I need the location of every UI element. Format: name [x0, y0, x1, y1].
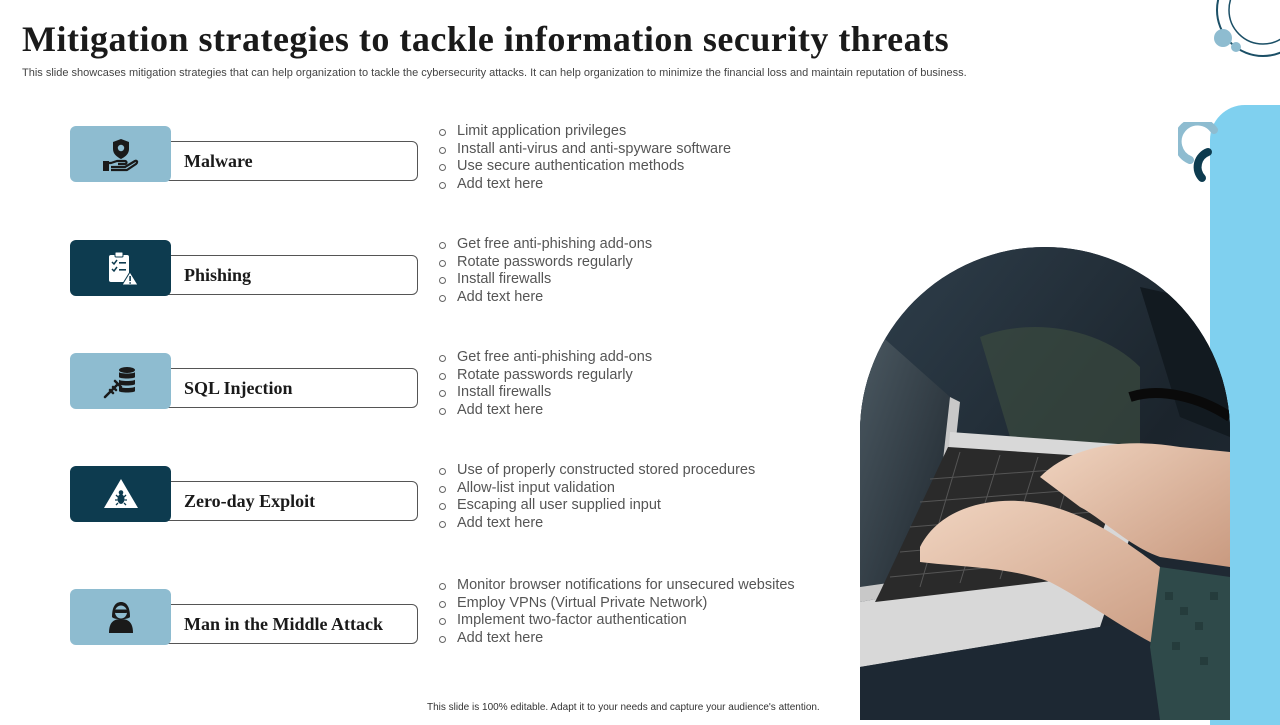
- bullet-item: Get free anti-phishing add-ons: [438, 236, 798, 254]
- warning-bug-icon: [101, 474, 141, 514]
- bullet-item: Add text here: [438, 289, 798, 307]
- page-subtitle: This slide showcases mitigation strategies that can help organization to tackle the cybersecurity attacks. It can help organization to minimize the financial loss and maintain reputation of business.: [22, 67, 967, 79]
- threat-row-zero-day-exploit: [70, 466, 420, 522]
- icon-tile: [70, 126, 171, 182]
- laptop-typing-photo: [860, 247, 1230, 720]
- bullet-item: Employ VPNs (Virtual Private Network): [438, 595, 798, 613]
- icon-tile: [70, 353, 171, 409]
- hacker-icon: [101, 597, 141, 637]
- bullet-item: Install anti-virus and anti-spyware software: [438, 141, 798, 159]
- icon-tile: [70, 240, 171, 296]
- bullet-item: Rotate passwords regularly: [438, 367, 798, 385]
- footer-note: This slide is 100% editable. Adapt it to your needs and capture your audience's attention.: [427, 702, 820, 713]
- bullet-item: Install firewalls: [438, 384, 798, 402]
- threat-label: SQL Injection: [184, 378, 293, 398]
- bullet-list-zero-day-exploit: [438, 462, 798, 532]
- page-title: Mitigation strategies to tackle information security threats: [22, 19, 950, 59]
- decorative-circles: [1205, 0, 1280, 65]
- bullet-item: Use secure authentication methods: [438, 158, 798, 176]
- icon-tile: [70, 466, 171, 522]
- bullet-item: Add text here: [438, 176, 798, 194]
- bullet-item: Get free anti-phishing add-ons: [438, 349, 798, 367]
- threat-label: Zero-day Exploit: [184, 491, 316, 511]
- shield-hand-icon: [101, 134, 141, 174]
- threat-row-sql-injection: [70, 353, 420, 409]
- ring-logo-icon: [1178, 122, 1232, 184]
- label-box: [140, 141, 418, 181]
- laptop-illustration: [860, 247, 1230, 720]
- bullet-list-malware: [438, 123, 798, 193]
- threat-row-malware: [70, 126, 420, 182]
- bullet-item: Add text here: [438, 515, 798, 533]
- bullet-item: Install firewalls: [438, 271, 798, 289]
- bullet-list-man-in-the-middle: [438, 577, 798, 647]
- icon-tile: [70, 589, 171, 645]
- threat-label: Man in the Middle Attack: [184, 614, 384, 634]
- bullet-item: Add text here: [438, 630, 798, 648]
- bullet-item: Implement two-factor authentication: [438, 612, 798, 630]
- database-syringe-icon: [101, 361, 141, 401]
- threat-label: Phishing: [184, 265, 252, 285]
- threat-row-man-in-the-middle: [70, 589, 420, 645]
- label-box: [140, 255, 418, 295]
- bullet-item: Rotate passwords regularly: [438, 254, 798, 272]
- bullet-item: Use of properly constructed stored procedures: [438, 462, 798, 480]
- bullet-item: Limit application privileges: [438, 123, 798, 141]
- bullet-item: Escaping all user supplied input: [438, 497, 798, 515]
- clipboard-warning-icon: [101, 248, 141, 288]
- bullet-item: Add text here: [438, 402, 798, 420]
- threat-label: Malware: [184, 151, 253, 171]
- bullet-item: Allow-list input validation: [438, 480, 798, 498]
- bullet-item: Monitor browser notifications for unsecured websites: [438, 577, 798, 595]
- bullet-list-sql-injection: [438, 349, 798, 419]
- bullet-list-phishing: [438, 236, 798, 306]
- threat-row-phishing: [70, 240, 420, 296]
